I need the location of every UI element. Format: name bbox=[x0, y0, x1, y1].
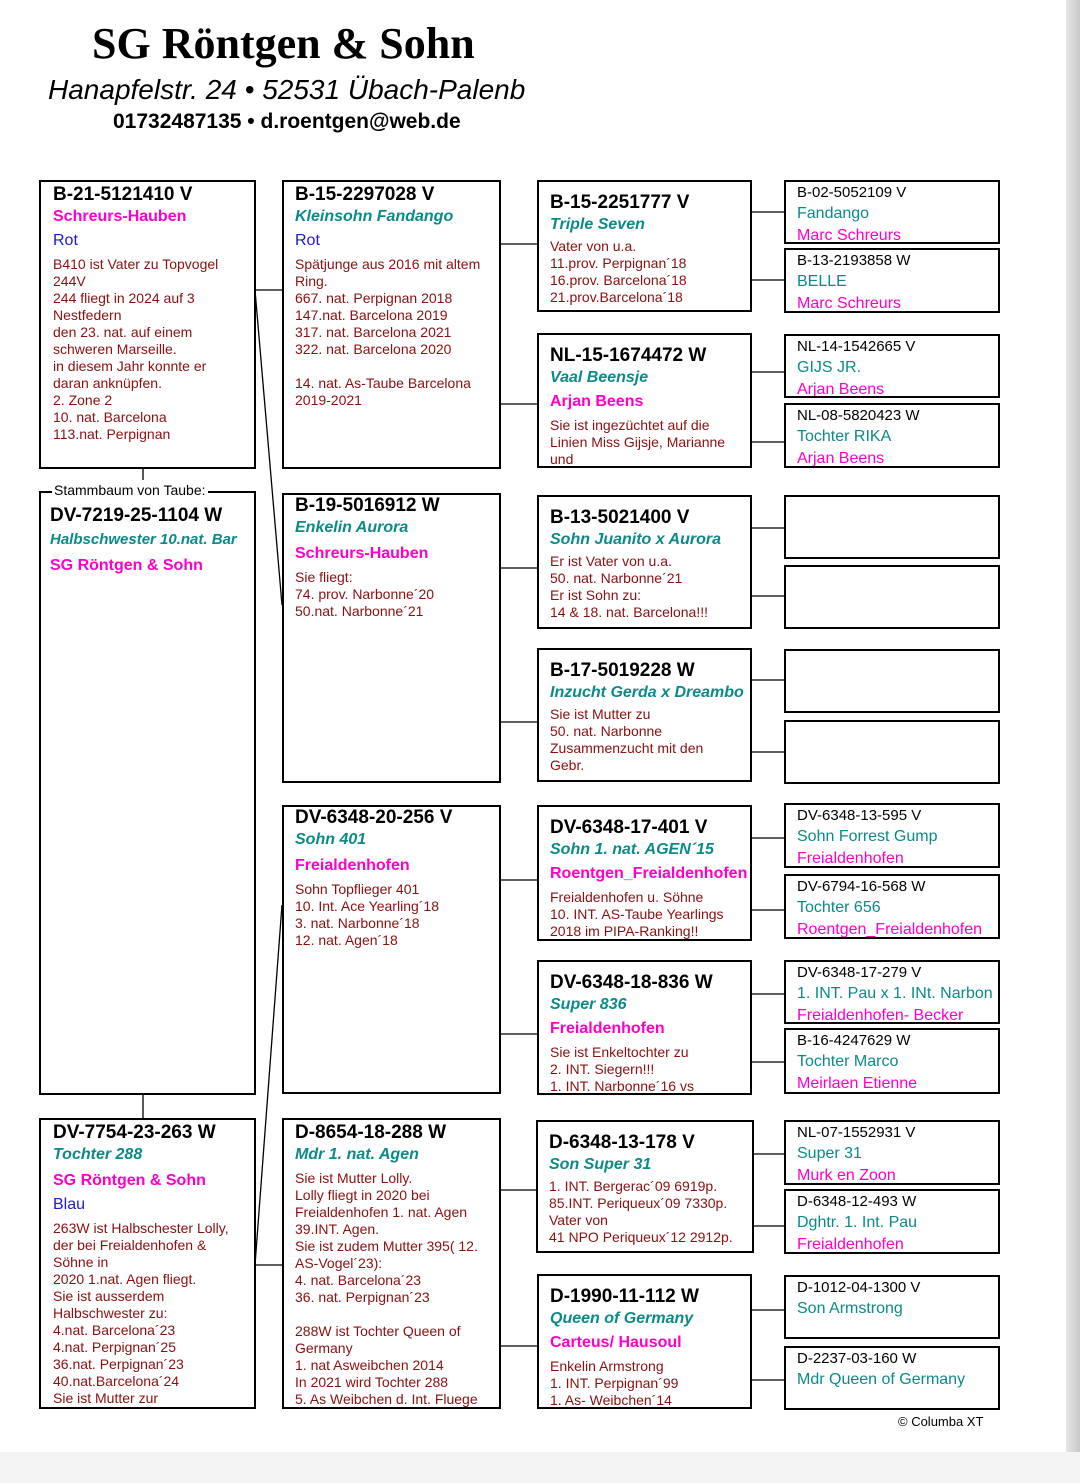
great-grandparent-ring: B-15-2251777 V bbox=[550, 192, 690, 213]
great-grandparent-name: Super 836 bbox=[550, 996, 627, 1013]
great-grandparent-name: Triple Seven bbox=[550, 216, 645, 233]
gen4-name: 1. INT. Pau x 1. INt. Narbon bbox=[797, 985, 993, 1002]
gen4-owner: Meirlaen Etienne bbox=[797, 1075, 918, 1092]
gen4-box-empty bbox=[784, 649, 1000, 713]
great-grandparent-box bbox=[537, 805, 752, 941]
grandparent-ring: DV-6348-20-256 V bbox=[295, 807, 453, 828]
gen4-ring: D-1012-04-1300 V bbox=[797, 1279, 921, 1296]
breeder-address: Hanapfelstr. 24 • 52531 Übach-Palenb bbox=[48, 74, 526, 105]
great-grandparent-notes: Freialdenhofen u. Söhne 10. INT. AS-Taube Yearlings 2018 im PIPA-Ranking!! bbox=[550, 889, 724, 939]
father-notes: B410 ist Vater zu Topvogel 244V 244 fliegt in 2024 auf 3 Nestfedern den 23. nat. auf einem schweren Marseille. in diesem Jahr konnte er daran anknüpfen. 2. Zone 2 10. nat. Barcelona 113.nat. Perpignan bbox=[53, 256, 219, 442]
great-grandparent-notes: Er ist Vater von u.a. 50. nat. Narbonne´21 Er ist Sohn zu: 14 & 18. nat. Barcelona!!! bbox=[550, 553, 708, 620]
gen4-ring: DV-6348-13-595 V bbox=[797, 807, 922, 824]
gen4-box bbox=[784, 248, 1000, 313]
great-grandparent-ring: D-1990-11-112 W bbox=[550, 1286, 699, 1307]
grandparent-notes: Sie fliegt: 74. prov. Narbonne´20 50.nat. Narbonne´21 bbox=[295, 569, 435, 619]
gen4-box bbox=[784, 960, 1000, 1024]
great-grandparent-box bbox=[537, 180, 752, 312]
great-grandparent-name: Vaal Beensje bbox=[550, 369, 649, 386]
great-grandparent-name: Queen of Germany bbox=[550, 1310, 694, 1327]
gen4-name: GIJS JR. bbox=[797, 359, 862, 376]
gen4-name: Mdr Queen of Germany bbox=[797, 1371, 966, 1388]
great-grandparent-owner: Roentgen_Freialdenhofen bbox=[550, 865, 748, 882]
copyright: © Columba XT bbox=[898, 1414, 984, 1429]
grandparent-notes: Sohn Topflieger 401 10. Int. Ace Yearling´18 3. nat. Narbonne´18 12. nat. Agen´18 bbox=[295, 881, 439, 948]
great-grandparent-notes: Sie ist Mutter zu 50. nat. Narbonne Zusammenzucht mit den Gebr. bbox=[550, 706, 704, 773]
gen4-name: Fandango bbox=[797, 205, 870, 222]
breeder-contact: 01732487135 • d.roentgen@web.de bbox=[113, 110, 461, 133]
gen4-ring: DV-6348-17-279 V bbox=[797, 964, 922, 981]
gen4-owner: Marc Schreurs bbox=[797, 295, 902, 312]
mother-notes: 263W ist Halbschester Lolly, der bei Freialdenhofen & Söhne in 2020 1.nat. Agen fliegt. Sie ist ausserdem Halbschwester zu: 4.nat. Barcelona´23 4.nat. Perpignan´25 36.nat. Perpignan´23 40.nat.Barcelona´24 Sie ist Mutter zur bbox=[53, 1220, 229, 1406]
gen4-owner: Arjan Beens bbox=[797, 381, 885, 398]
mother-color: Blau bbox=[53, 1196, 86, 1213]
grandmother-maternal-box bbox=[282, 1118, 501, 1409]
father-ring: B-21-5121410 V bbox=[53, 184, 193, 205]
gen4-box bbox=[784, 1275, 1000, 1339]
gen4-box bbox=[784, 180, 1000, 244]
subject-box bbox=[39, 491, 256, 1095]
grandparent-ring: D-8654-18-288 W bbox=[295, 1122, 447, 1143]
gen4-ring: B-16-4247629 W bbox=[797, 1032, 911, 1049]
subject-name: Halbschwester 10.nat. Bar bbox=[50, 531, 237, 548]
gen4-ring: B-13-2193858 W bbox=[797, 252, 911, 269]
gen4-owner: Murk en Zoon bbox=[797, 1167, 896, 1184]
gen4-box bbox=[784, 403, 1000, 468]
gen4-box bbox=[784, 874, 1000, 939]
great-grandparent-ring: DV-6348-17-401 V bbox=[550, 817, 708, 838]
gen4-ring: NL-08-5820423 W bbox=[797, 407, 920, 424]
gen4-ring: NL-07-1552931 V bbox=[797, 1124, 916, 1141]
great-grandparent-notes: Enkelin Armstrong 1. INT. Perpignan´99 1. As- Weibchen´14 bbox=[550, 1358, 679, 1408]
great-grandparent-name: Inzucht Gerda x Dreambo bbox=[550, 684, 744, 701]
subject-owner: SG Röntgen & Sohn bbox=[50, 557, 203, 574]
gen4-box bbox=[784, 803, 1000, 868]
grandparent-name: Mdr 1. nat. Agen bbox=[295, 1146, 419, 1163]
gen4-name: Sohn Forrest Gump bbox=[797, 828, 938, 845]
grandparent-owner: Freialdenhofen bbox=[295, 857, 410, 874]
grandparent-name: Kleinsohn Fandango bbox=[295, 208, 454, 225]
grandparent-color: Rot bbox=[295, 232, 320, 249]
great-grandparent-box bbox=[537, 960, 752, 1095]
great-grandparent-owner: Carteus/ Hausoul bbox=[550, 1334, 682, 1351]
grandparent-ring: B-19-5016912 W bbox=[295, 495, 440, 516]
gen4-name: Dghtr. 1. Int. Pau bbox=[797, 1214, 918, 1231]
grandfather-paternal-box bbox=[282, 180, 501, 469]
great-grandparent-box bbox=[536, 1120, 754, 1253]
mother-ring: DV-7754-23-263 W bbox=[53, 1122, 216, 1143]
gen4-box-empty bbox=[784, 565, 1000, 629]
gen4-name: BELLE bbox=[797, 273, 847, 290]
gen4-owner: Marc Schreurs bbox=[797, 227, 902, 244]
great-grandparent-notes: Vater von u.a. 11.prov. Perpignan´18 16.prov. Barcelona´18 21.prov.Barcelona´18 bbox=[550, 238, 687, 305]
great-grandparent-box bbox=[537, 495, 752, 629]
gen4-owner: Freialdenhofen bbox=[797, 1236, 904, 1253]
great-grandparent-ring: NL-15-1674472 W bbox=[550, 345, 707, 366]
great-grandparent-name: Sohn 1. nat. AGEN´15 bbox=[550, 841, 714, 858]
great-grandparent-notes: Sie ist Enkeltochter zu 2. INT. Siegern!!! 1. INT. Narbonne´16 vs bbox=[550, 1044, 694, 1094]
great-grandparent-box bbox=[537, 1274, 752, 1409]
grandfather-maternal-box bbox=[282, 805, 501, 1094]
gen4-ring: NL-14-1542665 V bbox=[797, 338, 916, 355]
gen4-name: Tochter 656 bbox=[797, 899, 881, 916]
great-grandparent-ring: B-13-5021400 V bbox=[550, 507, 690, 528]
gen4-name: Super 31 bbox=[797, 1145, 862, 1162]
gen4-owner: Arjan Beens bbox=[797, 450, 885, 467]
gen4-ring: D-6348-12-493 W bbox=[797, 1193, 917, 1210]
great-grandparent-ring: D-6348-13-178 V bbox=[549, 1132, 695, 1153]
subject-ring: DV-7219-25-1104 W bbox=[50, 505, 223, 526]
grandparent-owner: Schreurs-Hauben bbox=[295, 545, 429, 562]
great-grandparent-ring: DV-6348-18-836 W bbox=[550, 972, 713, 993]
gen4-ring: D-2237-03-160 W bbox=[797, 1350, 917, 1367]
gen4-box bbox=[784, 1028, 1000, 1094]
subject-label: Stammbaum von Taube: bbox=[54, 482, 206, 498]
gen4-name: Son Armstrong bbox=[797, 1300, 903, 1317]
grandparent-notes: Sie ist Mutter Lolly. Lolly fliegt in 2020 bei Freialdenhofen 1. nat. Agen 39.INT. Agen. Sie ist zudem Mutter 395( 12. AS-Vogel´23): 4. nat. Barcelona´23 36. nat. Perpignan´23 288W ist Tochter Queen of Germany 1. nat Asweibchen 2014 In 2021 wird Tochter 288 5. As Weibchen d. Int. Fluege bbox=[295, 1170, 478, 1407]
gen4-owner: Freialdenhofen bbox=[797, 850, 904, 867]
father-color: Rot bbox=[53, 232, 78, 249]
great-grandparent-box bbox=[537, 648, 752, 782]
great-grandparent-name: Sohn Juanito x Aurora bbox=[550, 531, 721, 548]
gen4-box bbox=[784, 1346, 1000, 1410]
gen4-name: Tochter RIKA bbox=[797, 428, 892, 445]
mother-owner: SG Röntgen & Sohn bbox=[53, 1172, 206, 1189]
mother-name: Tochter 288 bbox=[53, 1146, 143, 1163]
great-grandparent-notes: 1. INT. Bergerac´09 6919p. 85.INT. Periqueux´09 7330p. Vater von 41 NPO Periqueux´12 2912p. bbox=[549, 1178, 733, 1245]
gen4-box-empty bbox=[784, 495, 1000, 559]
gen4-ring: B-02-5052109 V bbox=[797, 184, 907, 201]
mother-box bbox=[39, 1118, 256, 1409]
great-grandparent-ring: B-17-5019228 W bbox=[550, 660, 695, 681]
father-name: Schreurs-Hauben bbox=[53, 208, 187, 225]
great-grandparent-notes: Sie ist ingezüchtet auf die Linien Miss Gijsje, Marianne und bbox=[550, 417, 726, 467]
gen4-box bbox=[784, 334, 1000, 398]
breeder-title: SG Röntgen & Sohn bbox=[92, 19, 475, 68]
gen4-name: Tochter Marco bbox=[797, 1053, 899, 1070]
grandparent-notes: Spätjunge aus 2016 mit altem Ring. 667. nat. Perpignan 2018 147.nat. Barcelona 2019 317. nat. Barcelona 2021 322. nat. Barcelona 2020 14. nat. As-Taube Barcelona 2019-2021 bbox=[295, 256, 481, 408]
gen4-owner: Roentgen_Freialdenhofen bbox=[797, 921, 983, 938]
grandparent-name: Enkelin Aurora bbox=[295, 519, 409, 536]
great-grandparent-box bbox=[537, 333, 752, 468]
great-grandparent-owner: Freialdenhofen bbox=[550, 1020, 665, 1037]
gen4-box bbox=[784, 1189, 1000, 1254]
gen4-owner: Freialdenhofen- Becker bbox=[797, 1007, 964, 1024]
gen4-box-empty bbox=[784, 720, 1000, 784]
grandparent-name: Sohn 401 bbox=[295, 831, 367, 848]
gen4-ring: DV-6794-16-568 W bbox=[797, 878, 926, 895]
grandmother-paternal-box bbox=[282, 493, 501, 783]
great-grandparent-name: Son Super 31 bbox=[549, 1156, 652, 1173]
father-box bbox=[39, 180, 256, 469]
gen4-box bbox=[784, 1120, 1000, 1185]
grandparent-ring: B-15-2297028 V bbox=[295, 184, 435, 205]
great-grandparent-owner: Arjan Beens bbox=[550, 393, 644, 410]
